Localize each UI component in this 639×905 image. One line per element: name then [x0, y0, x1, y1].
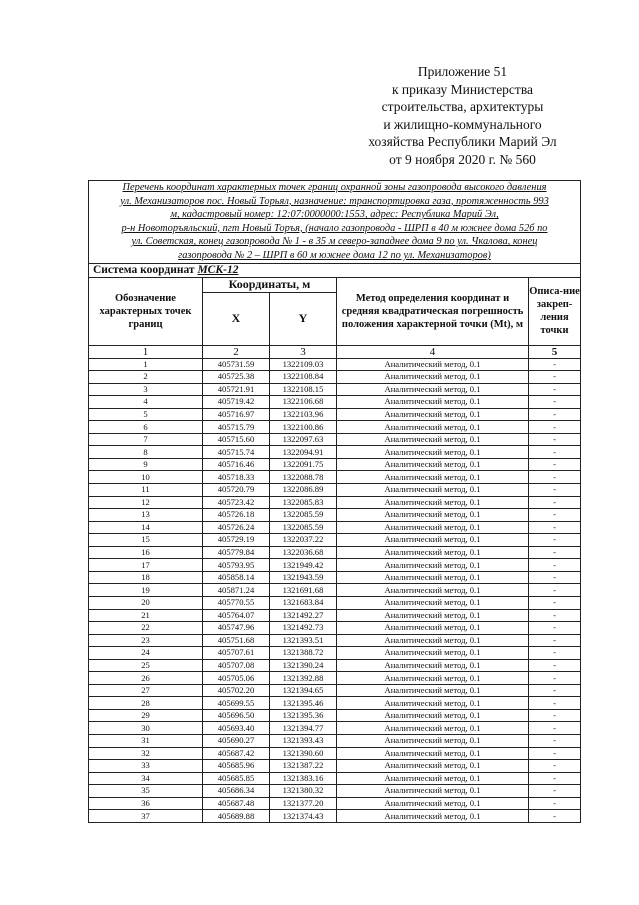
description-cell: - [529, 609, 581, 622]
point-number-cell: 14 [89, 521, 203, 534]
table-row [89, 672, 581, 685]
coordinate-system-name: МСК-12 [197, 263, 239, 276]
method-cell: Аналитический метод, 0.1 [337, 634, 529, 647]
method-cell: Аналитический метод, 0.1 [337, 534, 529, 547]
y-cell: 1321390.24 [270, 659, 337, 672]
y-cell: 1321387.22 [270, 760, 337, 773]
x-cell: 405715.74 [203, 446, 270, 459]
table-row [89, 559, 581, 572]
description-cell: - [529, 709, 581, 722]
description-cell: - [529, 722, 581, 735]
column-index: 2 [203, 345, 270, 358]
description-cell: - [529, 697, 581, 710]
point-number-cell: 15 [89, 534, 203, 547]
y-cell: 1321390.60 [270, 747, 337, 760]
header-designation: Обозначение характерных точек границ [89, 277, 203, 345]
table-row [89, 734, 581, 747]
point-number-cell: 4 [89, 396, 203, 409]
description-cell: - [529, 396, 581, 409]
table-title [89, 181, 581, 264]
x-cell: 405715.60 [203, 433, 270, 446]
table-row [89, 697, 581, 710]
table-row [89, 496, 581, 509]
point-number-cell: 26 [89, 672, 203, 685]
method-cell: Аналитический метод, 0.1 [337, 672, 529, 685]
x-cell: 405699.55 [203, 697, 270, 710]
y-cell: 1322037.22 [270, 534, 337, 547]
description-cell: - [529, 622, 581, 635]
point-number-cell: 30 [89, 722, 203, 735]
appendix-line: от 9 ноября 2020 г. № 560 [389, 151, 536, 167]
description-cell: - [529, 383, 581, 396]
description-cell: - [529, 772, 581, 785]
description-cell: - [529, 371, 581, 384]
table-row [89, 534, 581, 547]
point-number-cell: 20 [89, 596, 203, 609]
x-cell: 405751.68 [203, 634, 270, 647]
column-index: 4 [337, 345, 529, 358]
method-cell: Аналитический метод, 0.1 [337, 458, 529, 471]
y-cell: 1322108.15 [270, 383, 337, 396]
header-coordinates: Координаты, м [203, 277, 337, 292]
y-cell: 1322097.63 [270, 433, 337, 446]
description-cell: - [529, 458, 581, 471]
x-cell: 405747.96 [203, 622, 270, 635]
x-cell: 405707.08 [203, 659, 270, 672]
y-cell: 1321392.88 [270, 672, 337, 685]
description-cell: - [529, 659, 581, 672]
point-number-cell: 37 [89, 810, 203, 823]
method-cell: Аналитический метод, 0.1 [337, 785, 529, 798]
x-cell: 405685.96 [203, 760, 270, 773]
header-x: X [203, 292, 270, 345]
y-cell: 1321394.77 [270, 722, 337, 735]
point-number-cell: 29 [89, 709, 203, 722]
method-cell: Аналитический метод, 0.1 [337, 446, 529, 459]
table-row [89, 546, 581, 559]
method-cell: Аналитический метод, 0.1 [337, 709, 529, 722]
point-number-cell: 27 [89, 684, 203, 697]
title-line: м, кадастровый номер: 12:07:0000000:1553, адрес: Республика Марий Эл, [170, 209, 499, 221]
point-number-cell: 16 [89, 546, 203, 559]
x-cell: 405871.24 [203, 584, 270, 597]
header-description: Описа-ние закреп-ления точки [529, 277, 581, 345]
point-number-cell: 12 [89, 496, 203, 509]
table-row [89, 484, 581, 497]
table-row [89, 810, 581, 823]
description-cell: - [529, 484, 581, 497]
y-cell: 1322085.59 [270, 509, 337, 522]
description-cell: - [529, 521, 581, 534]
description-cell: - [529, 496, 581, 509]
method-cell: Аналитический метод, 0.1 [337, 647, 529, 660]
point-number-cell: 31 [89, 734, 203, 747]
x-cell: 405723.42 [203, 496, 270, 509]
table-row [89, 609, 581, 622]
y-cell: 1322100.86 [270, 421, 337, 434]
description-cell: - [529, 747, 581, 760]
y-cell: 1321380.32 [270, 785, 337, 798]
method-cell: Аналитический метод, 0.1 [337, 596, 529, 609]
x-cell: 405719.42 [203, 396, 270, 409]
description-cell: - [529, 584, 581, 597]
table-row [89, 584, 581, 597]
table-row [89, 433, 581, 446]
y-cell: 1321492.73 [270, 622, 337, 635]
point-number-cell: 11 [89, 484, 203, 497]
method-cell: Аналитический метод, 0.1 [337, 760, 529, 773]
description-cell: - [529, 433, 581, 446]
x-cell: 405726.18 [203, 509, 270, 522]
table-row [89, 471, 581, 484]
method-cell: Аналитический метод, 0.1 [337, 496, 529, 509]
x-cell: 405707.61 [203, 647, 270, 660]
y-cell: 1322036.68 [270, 546, 337, 559]
y-cell: 1321393.43 [270, 734, 337, 747]
title-line: Перечень координат характерных точек границ охранной зоны газопровода высокого давления [122, 182, 547, 193]
table-row [89, 371, 581, 384]
table-row [89, 521, 581, 534]
method-cell: Аналитический метод, 0.1 [337, 734, 529, 747]
x-cell: 405687.42 [203, 747, 270, 760]
method-cell: Аналитический метод, 0.1 [337, 521, 529, 534]
y-cell: 1322109.03 [270, 358, 337, 371]
y-cell: 1321394.65 [270, 684, 337, 697]
x-cell: 405686.34 [203, 785, 270, 798]
x-cell: 405764.07 [203, 609, 270, 622]
method-cell: Аналитический метод, 0.1 [337, 697, 529, 710]
table-row [89, 509, 581, 522]
table-row [89, 596, 581, 609]
y-cell: 1321383.16 [270, 772, 337, 785]
point-number-cell: 32 [89, 747, 203, 760]
description-cell: - [529, 571, 581, 584]
x-cell: 405731.59 [203, 358, 270, 371]
y-cell: 1322091.75 [270, 458, 337, 471]
method-cell: Аналитический метод, 0.1 [337, 421, 529, 434]
point-number-cell: 25 [89, 659, 203, 672]
table-row [89, 421, 581, 434]
description-cell: - [529, 421, 581, 434]
x-cell: 405689.88 [203, 810, 270, 823]
point-number-cell: 35 [89, 785, 203, 798]
y-cell: 1321395.36 [270, 709, 337, 722]
method-cell: Аналитический метод, 0.1 [337, 722, 529, 735]
coordinates-table [88, 180, 581, 823]
method-cell: Аналитический метод, 0.1 [337, 371, 529, 384]
x-cell: 405779.84 [203, 546, 270, 559]
point-number-cell: 17 [89, 559, 203, 572]
y-cell: 1322094.91 [270, 446, 337, 459]
x-cell: 405696.50 [203, 709, 270, 722]
table-row [89, 647, 581, 660]
description-cell: - [529, 734, 581, 747]
table-row [89, 659, 581, 672]
table-row [89, 358, 581, 371]
point-number-cell: 33 [89, 760, 203, 773]
method-cell: Аналитический метод, 0.1 [337, 797, 529, 810]
method-cell: Аналитический метод, 0.1 [337, 571, 529, 584]
method-cell: Аналитический метод, 0.1 [337, 609, 529, 622]
y-cell: 1322088.78 [270, 471, 337, 484]
point-number-cell: 13 [89, 509, 203, 522]
table-row [89, 622, 581, 635]
description-cell: - [529, 684, 581, 697]
table-row [89, 446, 581, 459]
point-number-cell: 34 [89, 772, 203, 785]
appendix-line: хозяйства Республики Марий Эл [368, 134, 557, 149]
x-cell: 405793.95 [203, 559, 270, 572]
table-row [89, 722, 581, 735]
y-cell: 1322085.83 [270, 496, 337, 509]
table-row [89, 571, 581, 584]
description-cell: - [529, 546, 581, 559]
y-cell: 1322106.68 [270, 396, 337, 409]
table-row [89, 408, 581, 421]
header-method: Метод определения координат и средняя квадратическая погрешность положения характерной точки (Mt), м [337, 277, 529, 345]
y-cell: 1321388.72 [270, 647, 337, 660]
appendix-line: к приказу Министерства [391, 81, 534, 97]
x-cell: 405718.33 [203, 471, 270, 484]
table-row [89, 684, 581, 697]
point-number-cell: 7 [89, 433, 203, 446]
x-cell: 405687.48 [203, 797, 270, 810]
table-body [89, 358, 581, 822]
point-number-cell: 2 [89, 371, 203, 384]
table-row [89, 797, 581, 810]
point-number-cell: 19 [89, 584, 203, 597]
x-cell: 405720.79 [203, 484, 270, 497]
table-row [89, 747, 581, 760]
x-cell: 405690.27 [203, 734, 270, 747]
table-row [89, 785, 581, 798]
point-number-cell: 9 [89, 458, 203, 471]
method-cell: Аналитический метод, 0.1 [337, 747, 529, 760]
point-number-cell: 23 [89, 634, 203, 647]
description-cell: - [529, 634, 581, 647]
x-cell: 405715.79 [203, 421, 270, 434]
x-cell: 405685.85 [203, 772, 270, 785]
method-cell: Аналитический метод, 0.1 [337, 484, 529, 497]
x-cell: 405729.19 [203, 534, 270, 547]
description-cell: - [529, 471, 581, 484]
y-cell: 1321395.46 [270, 697, 337, 710]
description-cell: - [529, 785, 581, 798]
y-cell: 1321943.59 [270, 571, 337, 584]
appendix-line: строительства, архитектуры [381, 99, 544, 114]
x-cell: 405726.24 [203, 521, 270, 534]
appendix-line: и жилищно-коммунального [383, 116, 542, 132]
method-cell: Аналитический метод, 0.1 [337, 408, 529, 421]
x-cell: 405858.14 [203, 571, 270, 584]
title-line: ул. Советская, конец газопровода № 1 - в 35 м северо-западнее дома 9 по ул. Чкалова, конец [131, 236, 538, 248]
table-row [89, 760, 581, 773]
description-cell: - [529, 559, 581, 572]
point-number-cell: 5 [89, 408, 203, 421]
x-cell: 405702.20 [203, 684, 270, 697]
description-cell: - [529, 647, 581, 660]
title-line: ул. Механизаторов пос. Новый Торьял, назначение: транспортировка газа, протяженность 993 [120, 195, 549, 207]
point-number-cell: 36 [89, 797, 203, 810]
point-number-cell: 24 [89, 647, 203, 660]
point-number-cell: 8 [89, 446, 203, 459]
description-cell: - [529, 408, 581, 421]
point-number-cell: 28 [89, 697, 203, 710]
y-cell: 1321683.84 [270, 596, 337, 609]
x-cell: 405716.46 [203, 458, 270, 471]
method-cell: Аналитический метод, 0.1 [337, 584, 529, 597]
table-row [89, 634, 581, 647]
x-cell: 405705.06 [203, 672, 270, 685]
method-cell: Аналитический метод, 0.1 [337, 396, 529, 409]
table-row [89, 383, 581, 396]
y-cell: 1322085.59 [270, 521, 337, 534]
y-cell: 1322103.96 [270, 408, 337, 421]
method-cell: Аналитический метод, 0.1 [337, 471, 529, 484]
table-row [89, 772, 581, 785]
y-cell: 1321393.51 [270, 634, 337, 647]
y-cell: 1321374.43 [270, 810, 337, 823]
y-cell: 1322108.84 [270, 371, 337, 384]
title-line: газопровода № 2 – ШРП в 60 м южнее дома 12 по ул. Механизаторов) [178, 249, 491, 261]
method-cell: Аналитический метод, 0.1 [337, 559, 529, 572]
description-cell: - [529, 760, 581, 773]
method-cell: Аналитический метод, 0.1 [337, 622, 529, 635]
point-number-cell: 18 [89, 571, 203, 584]
description-cell: - [529, 596, 581, 609]
method-cell: Аналитический метод, 0.1 [337, 684, 529, 697]
header-y: Y [270, 292, 337, 345]
method-cell: Аналитический метод, 0.1 [337, 433, 529, 446]
point-number-cell: 22 [89, 622, 203, 635]
method-cell: Аналитический метод, 0.1 [337, 772, 529, 785]
description-cell: - [529, 509, 581, 522]
x-cell: 405693.40 [203, 722, 270, 735]
method-cell: Аналитический метод, 0.1 [337, 358, 529, 371]
column-index: 5 [529, 345, 581, 358]
coordinate-system [89, 263, 581, 277]
method-cell: Аналитический метод, 0.1 [337, 659, 529, 672]
y-cell: 1321691.68 [270, 584, 337, 597]
point-number-cell: 21 [89, 609, 203, 622]
description-cell: - [529, 672, 581, 685]
y-cell: 1321492.27 [270, 609, 337, 622]
description-cell: - [529, 534, 581, 547]
x-cell: 405721.91 [203, 383, 270, 396]
column-index: 3 [270, 345, 337, 358]
description-cell: - [529, 446, 581, 459]
y-cell: 1322086.89 [270, 484, 337, 497]
table-row [89, 396, 581, 409]
point-number-cell: 3 [89, 383, 203, 396]
coordinate-system-label: Система координат [93, 263, 195, 276]
method-cell: Аналитический метод, 0.1 [337, 546, 529, 559]
column-index: 1 [89, 345, 203, 358]
description-cell: - [529, 810, 581, 823]
x-cell: 405725.38 [203, 371, 270, 384]
method-cell: Аналитический метод, 0.1 [337, 509, 529, 522]
appendix-line: Приложение 51 [417, 64, 508, 79]
description-cell: - [529, 358, 581, 371]
y-cell: 1321377.20 [270, 797, 337, 810]
point-number-cell: 10 [89, 471, 203, 484]
y-cell: 1321949.42 [270, 559, 337, 572]
table-row [89, 458, 581, 471]
title-line: р-н Новоторъяльский, пгт Новый Торъя, (начало газопровода - ШРП в 40 м южнее дома 52б по [121, 222, 548, 234]
description-cell: - [529, 797, 581, 810]
appendix-header [330, 63, 595, 168]
method-cell: Аналитический метод, 0.1 [337, 383, 529, 396]
method-cell: Аналитический метод, 0.1 [337, 810, 529, 823]
point-number-cell: 6 [89, 421, 203, 434]
table-row [89, 709, 581, 722]
x-cell: 405770.55 [203, 596, 270, 609]
point-number-cell: 1 [89, 358, 203, 371]
x-cell: 405716.97 [203, 408, 270, 421]
